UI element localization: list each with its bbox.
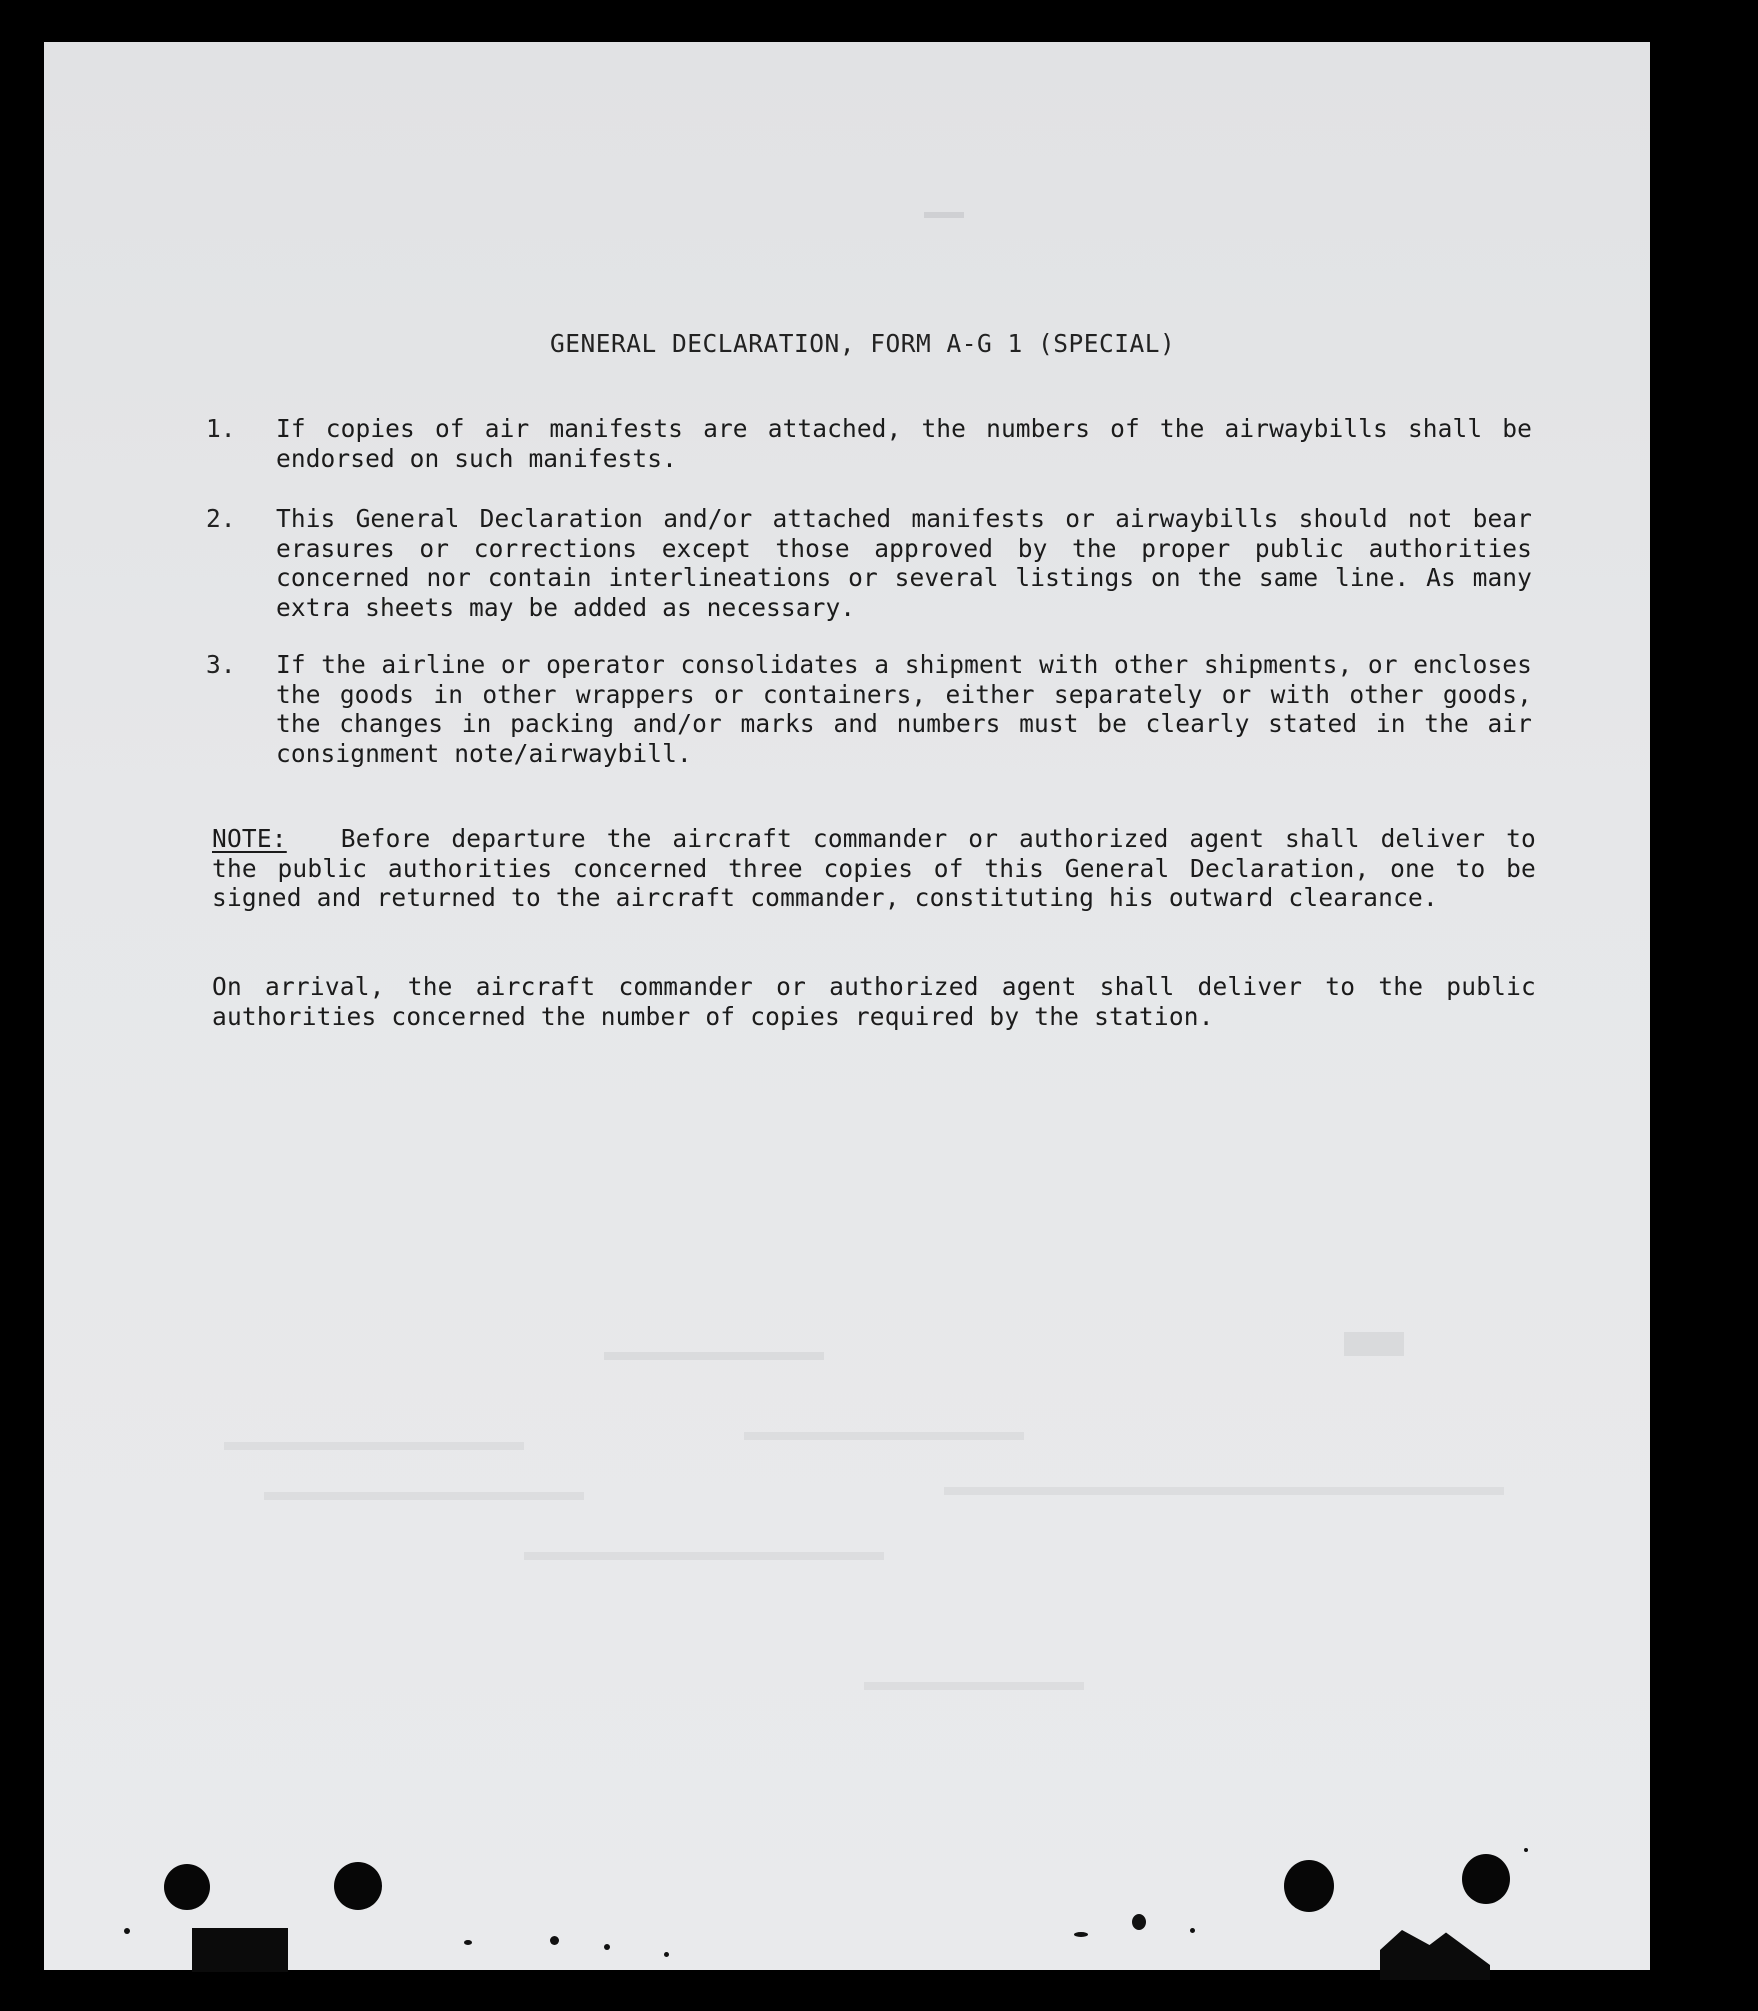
arrival-paragraph: On arrival, the aircraft commander or authorized agent shall deliver to the public authorities concerned the number of copies required by the station.	[212, 972, 1536, 1031]
bleed-through-mark	[1344, 1332, 1404, 1356]
item-number: 3.	[206, 650, 236, 679]
dust-speck	[664, 1952, 669, 1957]
paper-sheet	[44, 42, 1650, 1970]
punch-hole	[1284, 1860, 1334, 1912]
note-text: Before departure the aircraft commander or authorized agent shall deliver to the public authorities concerned three copies of this General Declaration, one to be signed and returned to the aircraft commander, constituting his outward clearance.	[212, 824, 1536, 912]
punch-hole	[334, 1862, 382, 1910]
dust-speck	[1190, 1928, 1195, 1933]
dust-speck	[1132, 1914, 1146, 1930]
item-number: 2.	[206, 504, 236, 533]
dust-speck	[1074, 1932, 1088, 1937]
dust-speck	[1524, 1848, 1528, 1852]
dust-speck	[464, 1940, 472, 1945]
punch-hole	[164, 1864, 210, 1910]
note-paragraph	[212, 824, 1536, 913]
dust-speck	[550, 1936, 559, 1945]
dust-speck	[124, 1928, 130, 1934]
item-text: If copies of air manifests are attached, the numbers of the airwaybills shall be endorsed on such manifests.	[276, 414, 1532, 473]
bleed-through-mark	[924, 212, 964, 218]
item-text: If the airline or operator consolidates a shipment with other shipments, or encloses the goods in other wrappers or containers, either separately or with other goods, the changes in packing and/or marks and numbers must be clearly stated in the air consignment note/airwaybill.	[276, 650, 1532, 768]
note-label: NOTE:	[212, 824, 287, 853]
item-text: This General Declaration and/or attached manifests or airwaybills should not bear erasures or corrections except those approved by the proper public authorities concerned nor contain interlineations or several listings on the same line. As many extra sheets may be added as necessary.	[276, 504, 1532, 622]
form-title: GENERAL DECLARATION, FORM A-G 1 (SPECIAL)	[550, 329, 1176, 358]
bleed-through-mark	[224, 1442, 524, 1450]
bleed-through-mark	[944, 1487, 1504, 1495]
bleed-through-mark	[744, 1432, 1024, 1440]
bleed-through-mark	[524, 1552, 884, 1560]
bleed-through-mark	[864, 1682, 1084, 1690]
punch-hole	[1462, 1854, 1510, 1904]
scanner-edge-mark	[192, 1928, 288, 1972]
bleed-through-mark	[604, 1352, 824, 1360]
bleed-through-mark	[264, 1492, 584, 1500]
dust-speck	[604, 1944, 610, 1950]
item-number: 1.	[206, 414, 236, 443]
